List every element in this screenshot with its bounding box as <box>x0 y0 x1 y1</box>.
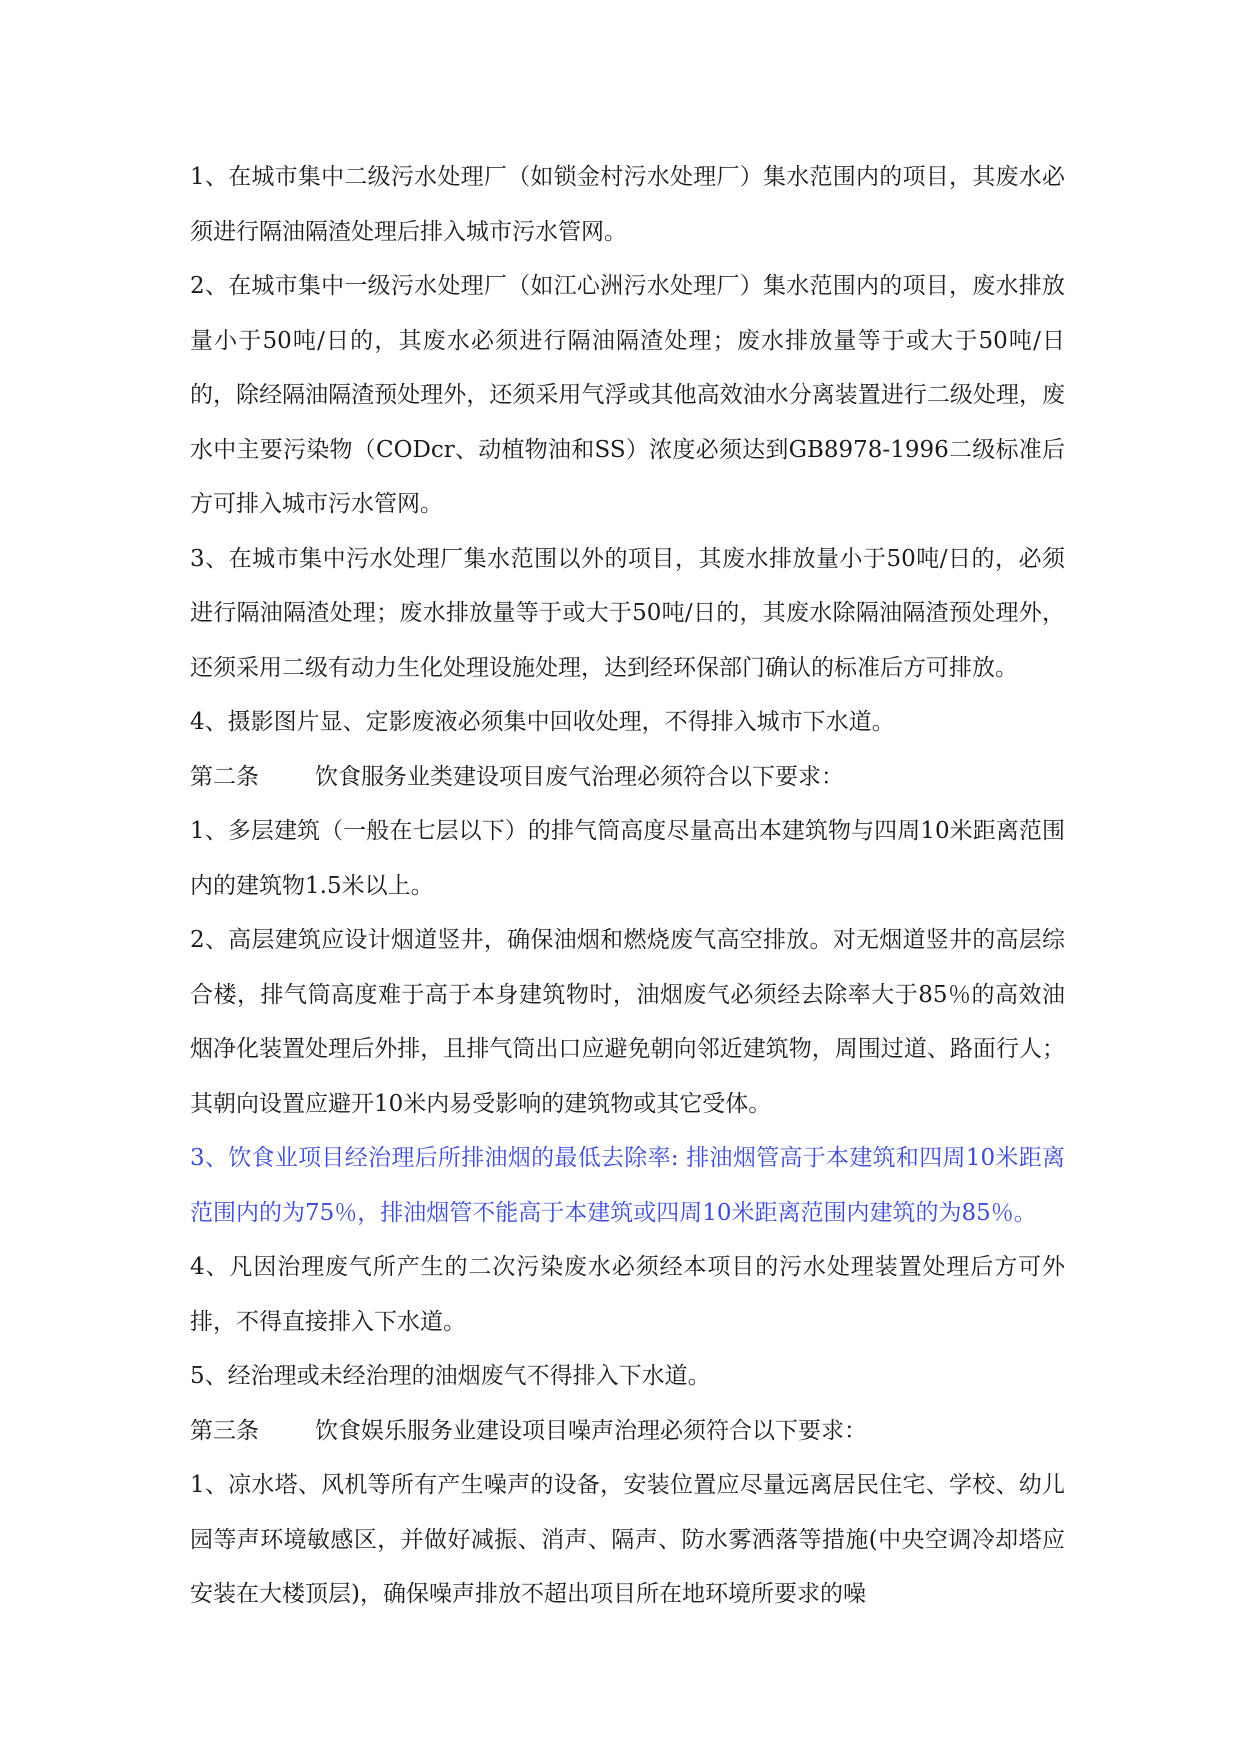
paragraph-9: 5、经治理或未经治理的油烟废气不得排入下水道。 <box>190 1363 711 1389</box>
paragraph-6: 2、高层建筑应设计烟道竖井，确保油烟和燃烧废气高空排放。对无烟道竖井的高层综合楼，排气筒高度难于高于本身建筑物时，油烟废气必须经去除率大于85％的高效油烟净化装置处理后外排，且排气筒出口应避免朝向邻近建筑物，周围过道、路面行人；其朝向设置应避开10米内易受影响的建筑物或其它受体。 <box>190 927 1065 1117</box>
article-3-number: 第三条 <box>190 1417 259 1444</box>
paragraph-1: 1、在城市集中二级污水处理厂（如锁金村污水处理厂）集水范围内的项目，其废水必须进行隔油隔渣处理后排入城市污水管网。 <box>190 164 1065 245</box>
article-2-number: 第二条 <box>190 763 259 790</box>
paragraph-3: 3、在城市集中污水处理厂集水范围以外的项目，其废水排放量小于50吨/日的，必须进行隔油隔渣处理；废水排放量等于或大于50吨/日的，其废水除隔油隔渣预处理外，还须采用二级有动力生化处理设施处理，达到经环保部门确认的标准后方可排放。 <box>190 545 1065 681</box>
paragraph-10: 1、凉水塔、风机等所有产生噪声的设备，安装位置应尽量远离居民住宅、学校、幼儿园等声环境敏感区，并做好减振、消声、隔声、防水雾洒落等措施(中央空调冷却塔应安装在大楼顶层)，确保噪声排放不超出项目所在地环境所要求的噪 <box>190 1472 1065 1607</box>
paragraph-7-highlighted: 3、饮食业项目经治理后所排油烟的最低去除率: 排油烟管高于本建筑和四周10米距离范围内的为75％，排油烟管不能高于本建筑或四周10米距离范围内建筑的为85％。 <box>190 1145 1065 1226</box>
article-3-heading-line <box>190 1404 1065 1459</box>
article-3-title: 饮食娱乐服务业建设项目噪声治理必须符合以下要求： <box>315 1417 867 1444</box>
paragraph-4: 4、摄影图片显、定影废液必须集中回收处理，不得排入城市下水道。 <box>190 709 895 735</box>
article-2-title: 饮食服务业类建设项目废气治理必须符合以下要求： <box>315 763 844 790</box>
paragraph-8: 4、凡因治理废气所产生的二次污染废水必须经本项目的污水处理装置处理后方可外排，不得直接排入下水道。 <box>190 1254 1065 1335</box>
paragraph-2: 2、在城市集中一级污水处理厂（如江心洲污水处理厂）集水范围内的项目，废水排放量小于50吨/日的，其废水必须进行隔油隔渣处理；废水排放量等于或大于50吨/日的，除经隔油隔渣预处理外，还须采用气浮或其他高效油水分离装置进行二级处理，废水中主要污染物（CODcr、动植物油和SS）浓度必须达到GB8978-1996二级标准后方可排入城市污水管网。 <box>190 273 1065 517</box>
document-body <box>190 150 1065 1622</box>
article-2-heading-line <box>190 750 1065 805</box>
paragraph-5: 1、多层建筑（一般在七层以下）的排气筒高度尽量高出本建筑物与四周10米距离范围内的建筑物1.5米以上。 <box>190 818 1065 899</box>
